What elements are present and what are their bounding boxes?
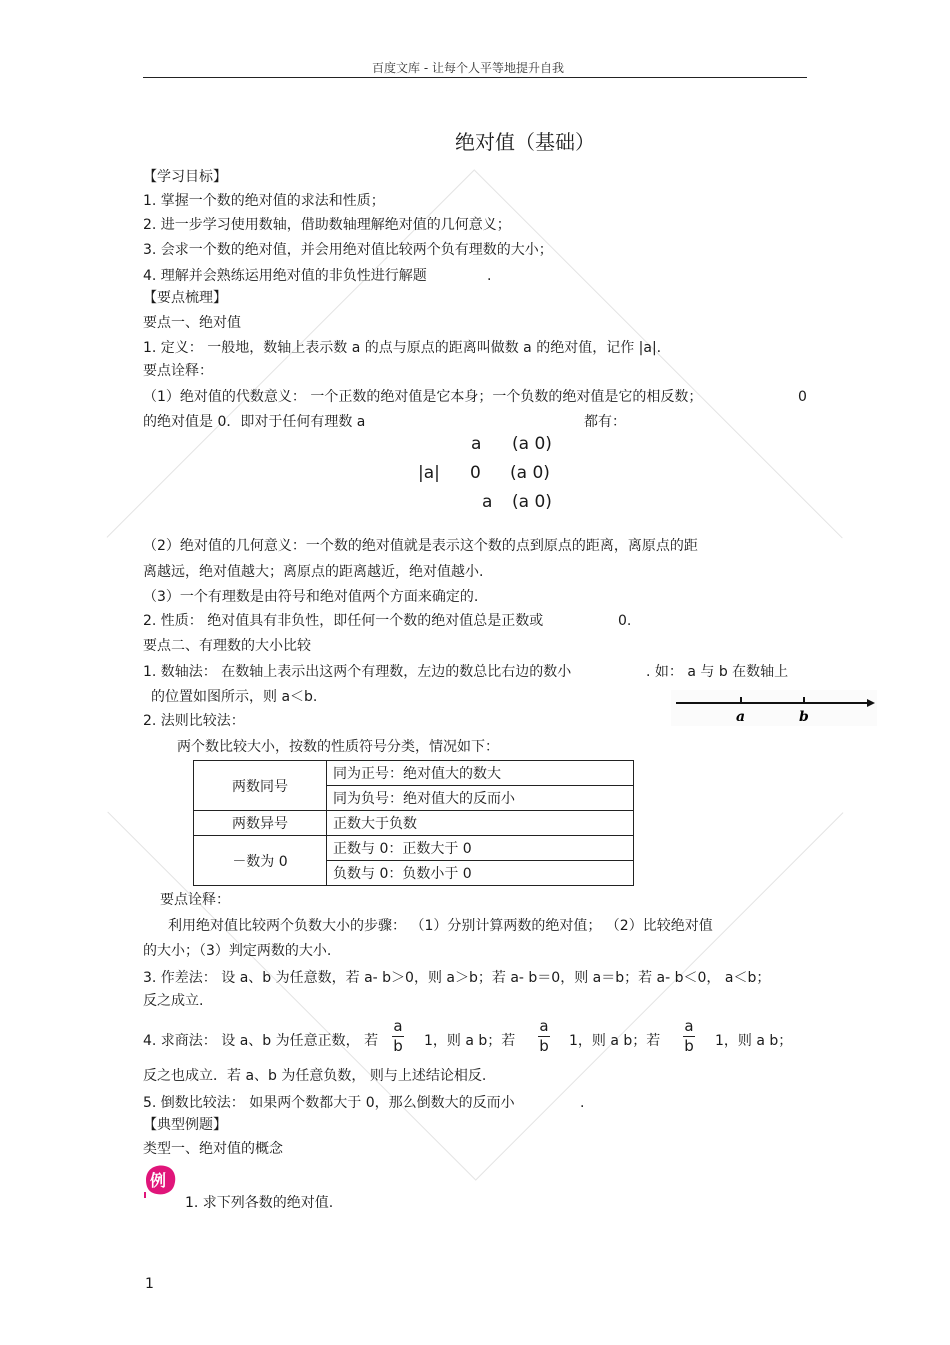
reciprocal-method-end: .: [580, 1095, 585, 1111]
formula-row3-value: a: [482, 492, 493, 512]
note2-heading: 要点诠释：: [160, 892, 230, 908]
diff-method-line2: 反之成立.: [143, 993, 204, 1009]
table-row: [194, 836, 634, 861]
objective-item-period: .: [487, 268, 492, 284]
formula-row1-value: a: [471, 434, 482, 454]
table-cell: 正数与 0：正数大于 0: [327, 836, 634, 861]
formula-abs: |a|: [418, 463, 440, 483]
numberline-method: 1. 数轴法： 在数轴上表示出这两个有理数，左边的数总比右边的数小: [143, 664, 572, 680]
kp2-heading: 要点二、有理数的大小比较: [143, 638, 311, 654]
definition-text: 1. 定义： 一般地，数轴上表示数 a 的点与原点的距离叫做数 a 的绝对值，记作 |a|.: [143, 340, 662, 356]
note-heading: 要点诠释：: [143, 363, 213, 379]
objective-item: 4. 理解并会熟练运用绝对值的非负性进行解题: [143, 268, 427, 284]
header-rule: [143, 77, 807, 78]
formula-row3-condition: (a 0): [512, 492, 552, 512]
example-badge-label: 例: [150, 1171, 167, 1190]
table-row: [194, 761, 634, 786]
page-number: 1: [145, 1276, 154, 1292]
reciprocal-method: 5. 倒数比较法： 如果两个数都大于 0，那么倒数大的反而小: [143, 1095, 515, 1111]
rational-note: （3）一个有理数是由符号和绝对值两个方面来确定的.: [143, 589, 479, 605]
quot-part: 1，则 a b；若: [424, 1033, 516, 1049]
table-cell: 负数与 0：负数小于 0: [327, 861, 634, 886]
alg-meaning-line1: （1）绝对值的代数意义： 一个正数的绝对值是它本身；一个负数的绝对值是它的相反数；: [143, 389, 703, 405]
property-text: 2. 性质： 绝对值具有非负性，即任何一个数的绝对值总是正数或: [143, 613, 544, 629]
rule-intro: 两个数比较大小，按数的性质符号分类，情况如下：: [177, 739, 499, 755]
formula-row2-value: 0: [470, 463, 481, 483]
objectives-heading: 【学习目标】: [143, 169, 227, 185]
numberline-method-line2: 的位置如图所示，则 a＜b.: [151, 689, 318, 705]
keypoints-heading: 【要点梳理】: [143, 290, 227, 306]
quot-method-label: 4. 求商法： 设 a、b 为任意正数， 若: [143, 1033, 379, 1049]
formula-row2-condition: (a 0): [510, 463, 550, 483]
fraction-a-over-b: [538, 1018, 550, 1055]
numberline-label-b: b: [799, 709, 809, 725]
rule-method: 2. 法则比较法：: [143, 713, 245, 729]
fraction-denominator: b: [393, 1037, 403, 1055]
type1-heading: 类型一、绝对值的概念: [143, 1141, 283, 1157]
diff-method-line1: 3. 作差法： 设 a、b 为任意数，若 a- b＞0，则 a＞b；若 a- b＝0，则 a＝b；若 a- b＜0， a＜b；: [143, 970, 771, 986]
quot-part: 1，则 a b；: [715, 1033, 793, 1049]
steps-line2: 的大小；（3）判定两数的大小.: [143, 943, 332, 959]
numberline-label-a: a: [736, 709, 746, 725]
fraction-numerator: a: [684, 1017, 694, 1035]
example-badge-icon: [143, 1162, 179, 1198]
table-cell: 正数大于负数: [327, 811, 634, 836]
property-end: 0.: [618, 613, 632, 629]
number-line-figure: [671, 690, 877, 726]
table-cell: 同为负号：绝对值大的反而小: [327, 786, 634, 811]
table-cell: －数为 0: [194, 836, 327, 886]
formula-row1-condition: (a 0): [512, 434, 552, 454]
alg-meaning-zero: 0: [798, 389, 807, 405]
example-1: 1. 求下列各数的绝对值.: [185, 1195, 334, 1211]
steps-line1: 利用绝对值比较两个负数大小的步骤： （1）分别计算两数的绝对值； （2）比较绝对值: [168, 918, 713, 934]
page-title: 绝对值（基础）: [455, 130, 595, 154]
table-cell: 两数异号: [194, 811, 327, 836]
fraction-denominator: b: [539, 1037, 549, 1055]
numberline-method-end: . 如： a 与 b 在数轴上: [646, 664, 789, 680]
objective-item: 2. 进一步学习使用数轴，借助数轴理解绝对值的几何意义；: [143, 217, 511, 233]
table-row: [194, 811, 634, 836]
fraction-numerator: a: [539, 1017, 549, 1035]
fraction-a-over-b: [392, 1018, 404, 1055]
objective-item: 1. 掌握一个数的绝对值的求法和性质；: [143, 193, 385, 209]
examples-heading: 【典型例题】: [143, 1117, 227, 1133]
comparison-table: [193, 760, 634, 886]
fraction-a-over-b: [683, 1018, 695, 1055]
table-cell: 同为正号：绝对值大的数大: [327, 761, 634, 786]
page-header: 百度文库 - 让每个人平等地提升自我: [372, 61, 564, 75]
kp1-heading: 要点一、绝对值: [143, 315, 241, 331]
quot-method-line2: 反之也成立．若 a、b 为任意负数， 则与上述结论相反.: [143, 1068, 487, 1084]
alg-meaning-line2a: 的绝对值是 0．即对于任何有理数 a: [143, 414, 366, 430]
alg-meaning-line2b: 都有：: [584, 414, 626, 430]
fraction-denominator: b: [684, 1037, 694, 1055]
quot-part: 1，则 a b；若: [569, 1033, 661, 1049]
geo-meaning-line1: （2）绝对值的几何意义：一个数的绝对值就是表示这个数的点到原点的距离，离原点的距: [143, 538, 698, 554]
fraction-numerator: a: [393, 1017, 403, 1035]
objective-item: 3. 会求一个数的绝对值，并会用绝对值比较两个负有理数的大小；: [143, 242, 553, 258]
table-cell: 两数同号: [194, 761, 327, 811]
geo-meaning-line2: 离越远，绝对值越大；离原点的距离越近，绝对值越小.: [143, 564, 484, 580]
